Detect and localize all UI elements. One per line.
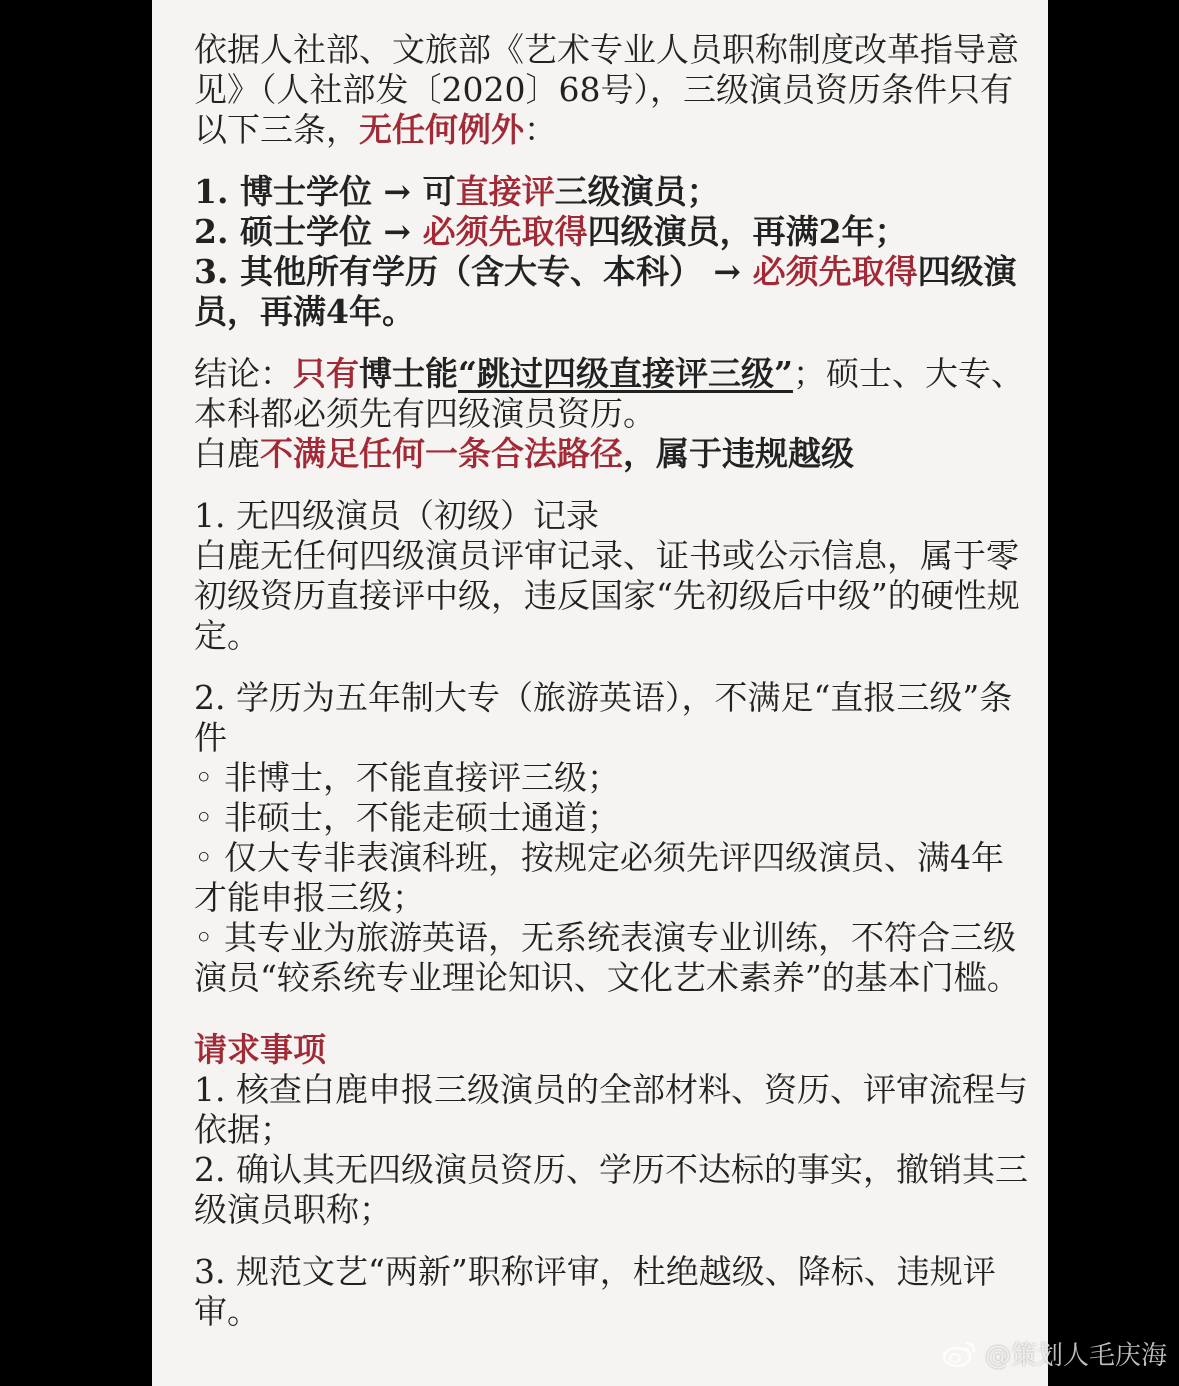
condition-item: 2. 硕士学位 → 必须先取得四级演员，再满2年； [194, 212, 908, 251]
request-item: 3. 规范文艺“两新”职称评审，杜绝越级、降标、违规评审。 [194, 1252, 996, 1331]
intro-paragraph: 依据人社部、文旅部《艺术专业人员职称制度改革指导意见》（人社部发〔2020〕68号），三级演员资历条件只有以下三条，无任何例外： [194, 30, 1019, 149]
requests-heading: 请求事项 [194, 1030, 326, 1069]
requests-section [194, 1030, 1034, 1332]
bullet-item: ◦ 仅大专非表演科班，按规定必须先评四级演员、满4年才能申报三级； [194, 838, 1004, 917]
watermark [941, 1335, 1167, 1372]
condition-item: 3. 其他所有学历（含大专、本科） → 必须先取得四级演员，再满4年。 [194, 252, 1017, 331]
violation-line: 白鹿不满足任何一条合法路径，属于违规越级 [194, 434, 854, 473]
bullet-item: ◦ 非硕士，不能走硕士通道； [194, 798, 620, 837]
document-content [194, 30, 1034, 1332]
bullet-item: ◦ 其专业为旅游英语，无系统表演专业训练，不符合三级演员“较系统专业理论知识、文化艺术素养”的基本门槛。 [194, 918, 1020, 997]
watermark-text: @策划人毛庆海 [984, 1341, 1167, 1371]
condition-item: 1. 博士学位 → 可直接评三级演员； [194, 172, 720, 211]
intro-highlight: 无任何例外 [359, 110, 524, 149]
point-1-title: 1. 无四级演员（初级）记录 [194, 496, 599, 535]
point-2-title: 2. 学历为五年制大专（旅游英语），不满足“直报三级”条件 [194, 678, 1013, 757]
conclusion-quote: “跳过四级直接评三级” [458, 354, 793, 393]
bullet-item: ◦ 非博士，不能直接评三级； [194, 758, 620, 797]
request-item: 1. 核查白鹿申报三级演员的全部材料、资历、评审流程与依据； [194, 1070, 1028, 1149]
request-item: 2. 确认其无四级演员资历、学历不达标的事实，撤销其三级演员职称； [194, 1150, 1028, 1229]
weibo-icon [941, 1339, 977, 1369]
conclusion-line: 结论：只有博士能“跳过四级直接评三级”；硕士、大专、本科都必须先有四级演员资历。 [194, 354, 1024, 433]
document-page [152, 0, 1048, 1386]
point-1-body: 白鹿无任何四级演员评审记录、证书或公示信息，属于零初级资历直接评中级，违反国家“先初级后中级”的硬性规定。 [194, 536, 1020, 655]
conditions-list [194, 172, 1034, 332]
point-1 [194, 496, 1034, 656]
conclusion-block [194, 354, 1034, 474]
point-2 [194, 678, 1034, 998]
